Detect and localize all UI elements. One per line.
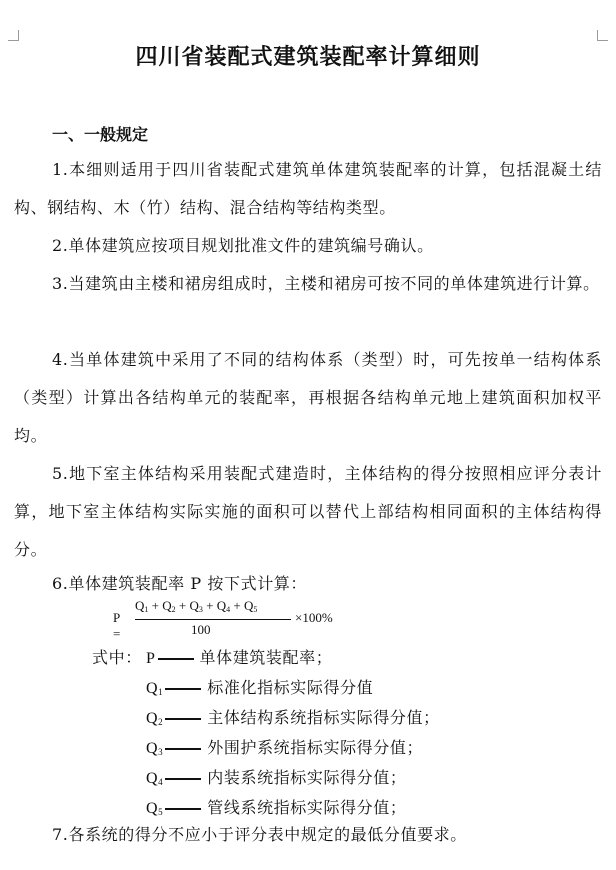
definition-symbol: P (146, 650, 156, 667)
fraction-bar (135, 619, 291, 620)
document-title: 四川省装配式建筑装配率计算细则 (135, 45, 481, 70)
paragraph-4: 4.当单体建筑中采用了不同的结构体系（类型）时，可先按单一结构体系（类型）计算出各结构单元的装配率，再根据各结构单元地上建筑面积加权平均。 (14, 350, 602, 445)
definitions-label: 式中： (92, 648, 142, 667)
definition-text: 单体建筑装配率； (199, 648, 333, 667)
paragraph-7: 7.各系统的得分不应小于评分表中规定的最低分值要求。 (52, 825, 467, 844)
formula-term: Q (189, 598, 199, 613)
definition-text: 外围护系统指标实际得分值； (207, 738, 424, 757)
formula-denominator: 100 (191, 622, 211, 637)
definition-text: 管线系统指标实际得分值； (207, 798, 407, 817)
em-dash (165, 778, 201, 780)
definition-symbol: $Q_5$ (146, 800, 164, 817)
paragraph-6: 6.单体建筑装配率 P 按下式计算： (52, 574, 308, 593)
definition-row (146, 705, 440, 728)
em-dash (158, 658, 194, 660)
em-dash (165, 748, 201, 750)
definition-row (146, 645, 332, 668)
paragraph-5: 5.地下室主体结构采用装配式建造时，主体结构的得分按照相应评分表计算，地下室主体结构实际实施的面积可以替代上部结构相同面积的主体结构得分。 (14, 464, 602, 559)
em-dash (165, 718, 201, 720)
formula-numerator: $Q_1 + Q_2 + Q_3 + Q_4 + Q_5$ (135, 598, 258, 614)
definition-text: 主体结构系统指标实际得分值； (207, 708, 440, 727)
definition-row (146, 675, 373, 698)
definition-symbol: $Q_1$ (146, 680, 164, 697)
paragraph-2: 2.单体建筑应按项目规划批准文件的建筑编号确认。 (52, 236, 434, 255)
definition-row (146, 735, 423, 758)
formula-multiplier: ×100% (295, 610, 333, 625)
definition-text: 内装系统指标实际得分值； (207, 768, 407, 787)
formula-term: Q (162, 598, 172, 613)
definition-symbol: $Q_4$ (146, 770, 164, 787)
paragraph-3: 3.当建筑由主楼和裙房组成时，主楼和裙房可按不同的单体建筑进行计算。 (52, 274, 600, 293)
definition-text: 标准化指标实际得分值 (207, 678, 374, 697)
formula-term: Q (135, 598, 145, 613)
definition-symbol: $Q_2$ (146, 710, 164, 727)
em-dash (165, 808, 201, 810)
em-dash (165, 688, 201, 690)
formula-term: Q (243, 598, 254, 613)
definition-row (146, 765, 406, 788)
definition-symbol: $Q_3$ (146, 740, 164, 757)
paragraph-1: 1.本细则适用于四川省装配式建筑单体建筑装配率的计算，包括混凝土结构、钢结构、木（竹）结构、混合结构等结构类型。 (14, 160, 602, 217)
formula-lhs: P = (113, 610, 121, 641)
section-heading: 一、一般规定 (52, 125, 149, 144)
definition-row (146, 795, 406, 818)
formula-term: Q (216, 598, 227, 613)
